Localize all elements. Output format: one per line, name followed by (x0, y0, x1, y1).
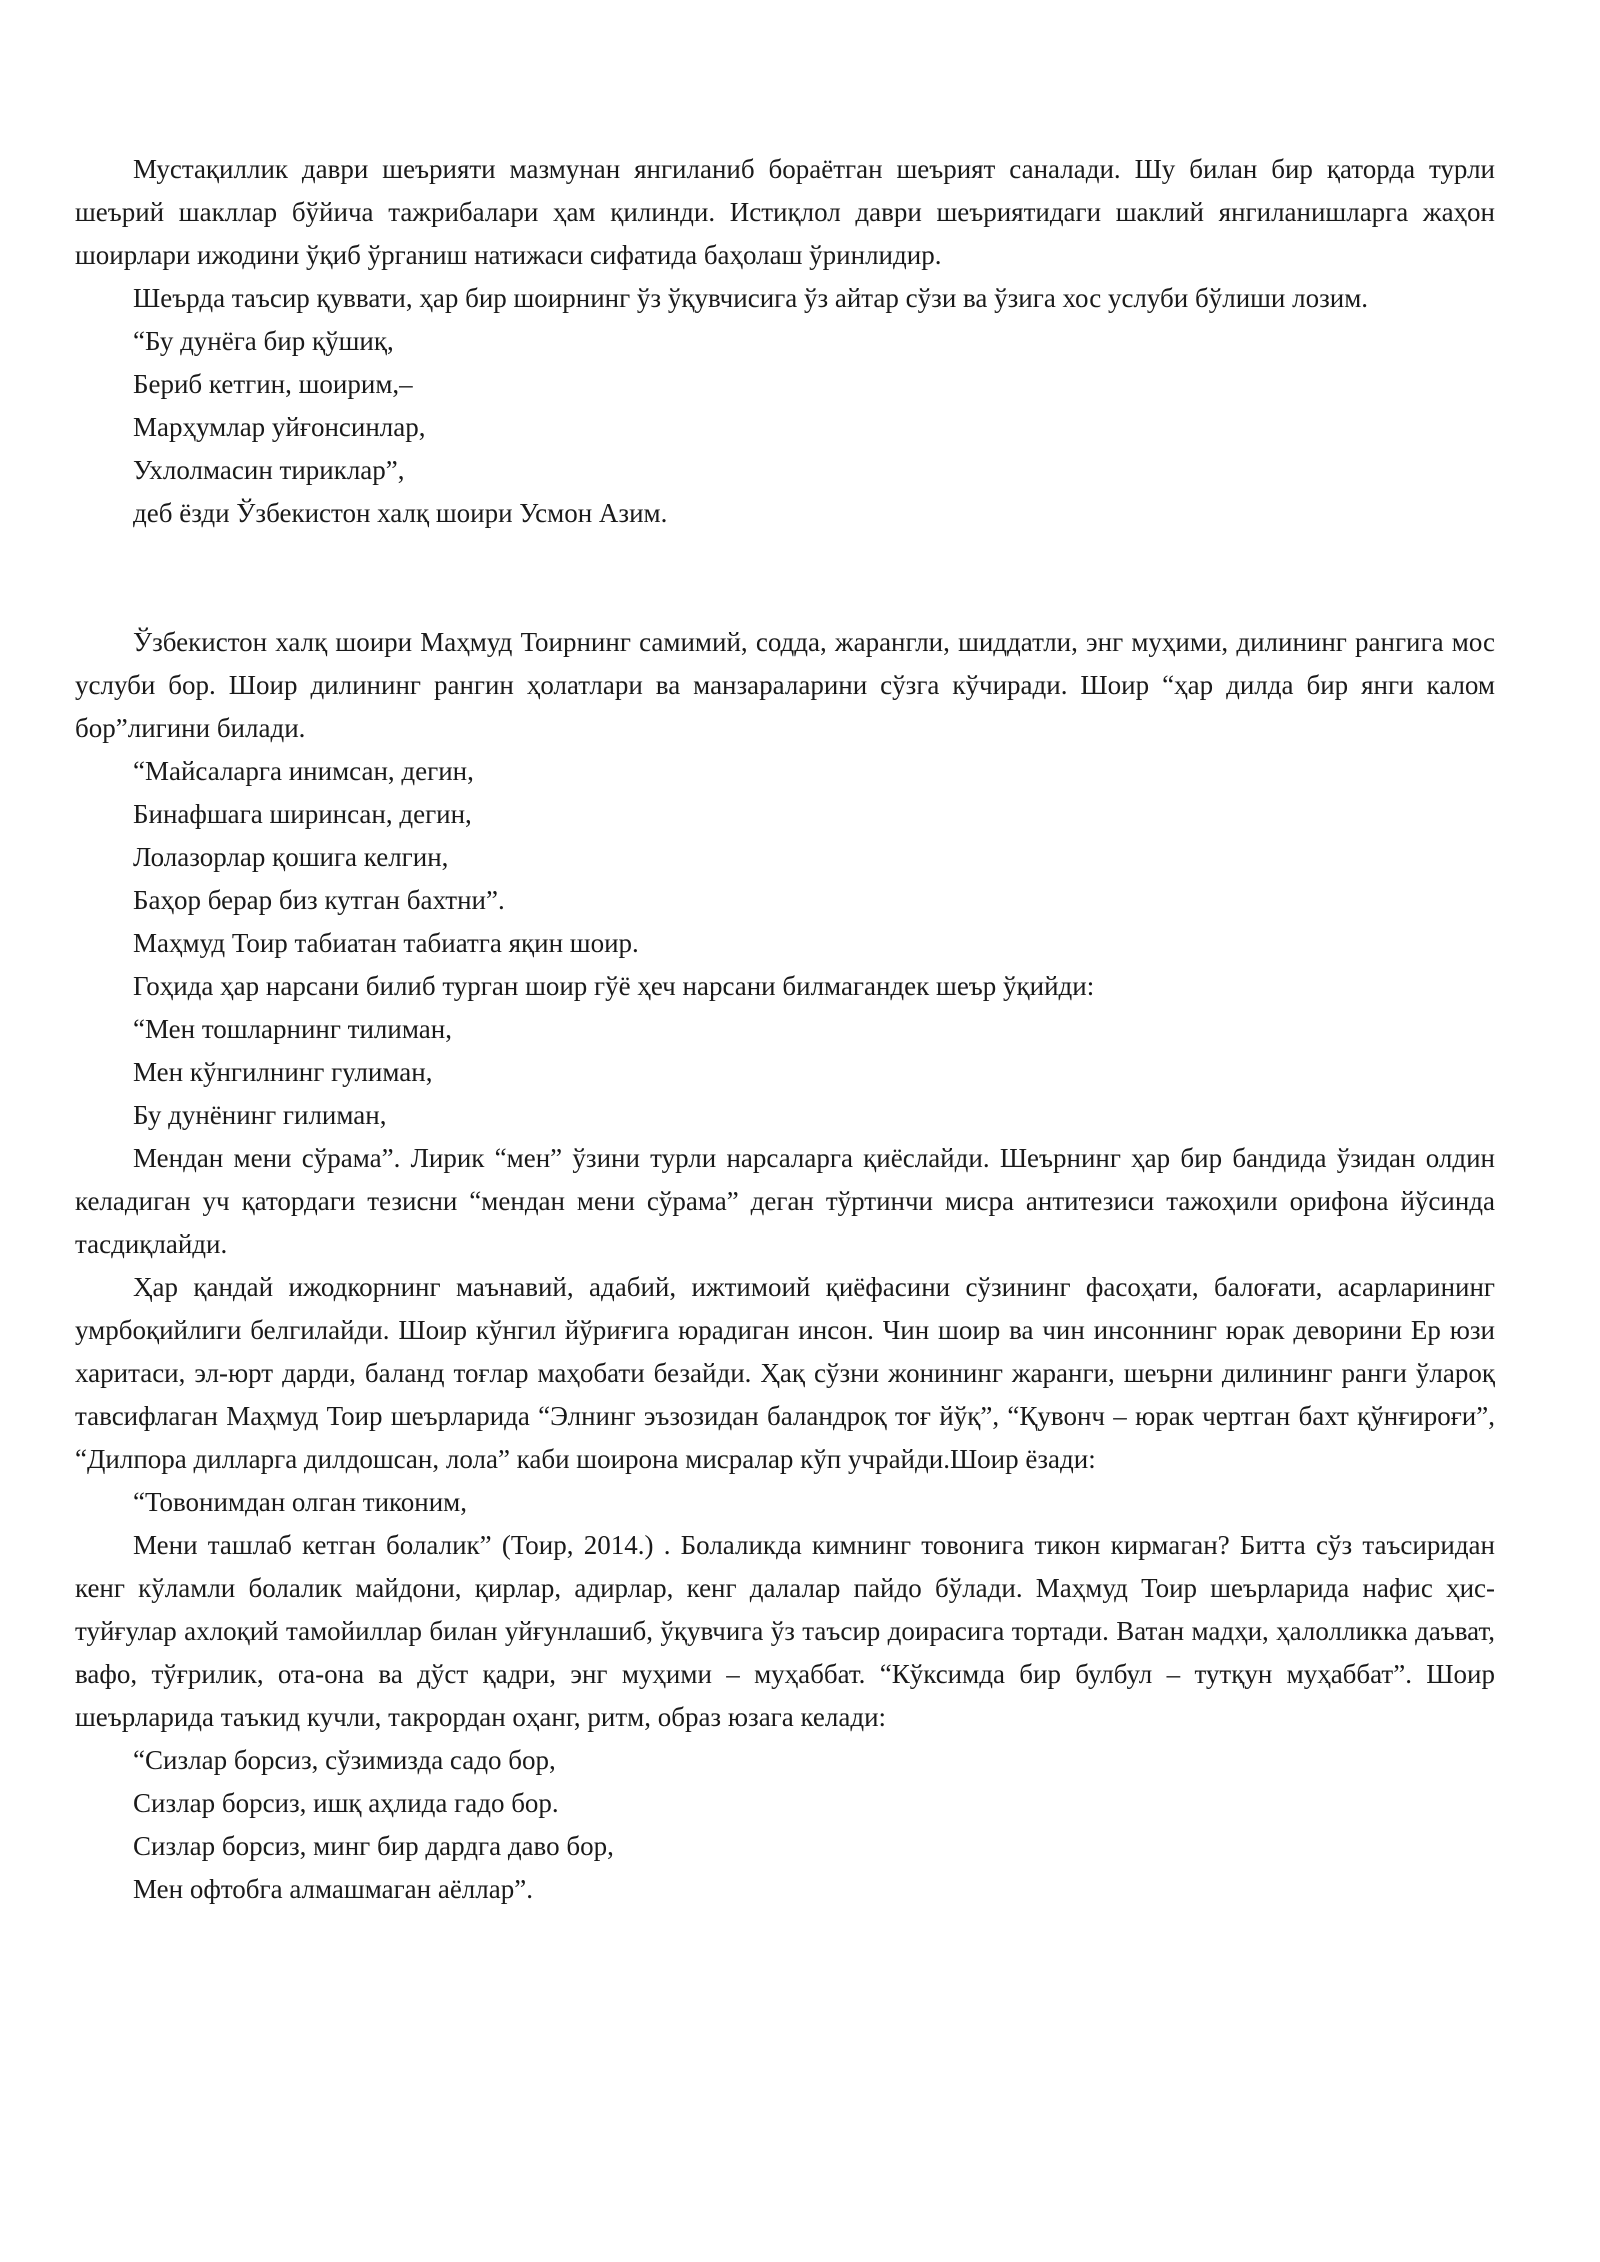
verse-line: Мен кўнгилнинг гулиман, (133, 1057, 433, 1087)
verse-line: “Мен тошларнинг тилиман, (133, 1014, 452, 1044)
section-gap (75, 535, 1495, 621)
verse-line: Гоҳида ҳар нарсани билиб турган шоир гўё ҳеч нарсани билмагандек шеър ўқийди: (133, 971, 1095, 1001)
paragraph: Ҳар қандай ижодкорнинг маънавий, адабий, ижтимоий қиёфасини сўзининг фасоҳати, балоғати, асарларининг умрбоқийлиги белгилайди. Шоир кўнгил йўриғига юрадиган инсон. Чин шоир ва чин инсоннинг юрак деворини Ер юзи харитаси, эл-юрт дарди, баланд тоғлар маҳобати безайди. Ҳақ сўзни жонининг жаранги, шеърни дилининг ранги ўлароқ тавсифлаган Маҳмуд Тоир шеърларида “Элнинг эъзозидан баландроқ тоғ йўқ”, “Қувонч – юрак чертган бахт қўнғироғи”, “Дилпора дилларга дилдошсан, лола” каби шоирона мисралар кўп учрайди.Шоир ёзади: (75, 1272, 1495, 1474)
verse-line: Сизлар борсиз, ишқ аҳлида гадо бор. (133, 1788, 559, 1818)
verse-line: Бинафшага ширинсан, дегин, (133, 799, 472, 829)
verse-line: Бериб кетгин, шоирим,– (133, 369, 413, 399)
verse-line: Мен офтобга алмашмаган аёллар”. (133, 1874, 533, 1904)
verse-line: Бу дунёнинг гилиман, (133, 1100, 387, 1130)
verse-line: “Товонимдан олган тиконим, (133, 1487, 468, 1517)
verse-line: “Майсаларга инимсан, дегин, (133, 756, 474, 786)
verse-line: Маҳмуд Тоир табиатан табиатга яқин шоир. (133, 928, 639, 958)
paragraph: Мени ташлаб кетган болалик” (Тоир, 2014.) . Болаликда кимнинг товонига тикон кирмаган? Битта сўз таъсиридан кенг кўламли болалик майдони, қирлар, адирлар, кенг далалар пайдо бўлади. Маҳмуд Тоир шеърларида нафис ҳис-туйғулар ахлоқий тамойиллар билан уйғунлашиб, ўқувчига ўз таъсир доирасига тортади. Ватан мадҳи, ҳалолликка даъват, вафо, тўғрилик, ота-она ва дўст қадри, энг муҳими – муҳаббат. “Кўксимда бир булбул – тутқун муҳаббат”. Шоир шеърларида таъкид кучли, такрордан оҳанг, ритм, образ юзага келади: (75, 1530, 1495, 1732)
verse-line: Лолазорлар қошига келгин, (133, 842, 449, 872)
verse-line: “Сизлар борсиз, сўзимизда садо бор, (133, 1745, 556, 1775)
document-body (75, 148, 1495, 1911)
verse-line: Марҳумлар уйғонсинлар, (133, 412, 426, 442)
verse-line: Баҳор берар биз кутган бахтни”. (133, 885, 505, 915)
verse-line: Сизлар борсиз, минг бир дардга даво бор, (133, 1831, 614, 1861)
verse-line: “Бу дунёга бир қўшиқ, (133, 326, 394, 356)
paragraph: Мустақиллик даври шеърияти мазмунан янгиланиб бораётган шеърият саналади. Шу билан бир қаторда турли шеърий шакллар бўйича тажрибалари ҳам қилинди. Истиқлол даври шеъриятидаги шаклий янгиланишларга жаҳон шоирлари ижодини ўқиб ўрганиш натижаси сифатида баҳолаш ўринлидир. (75, 154, 1495, 270)
paragraph: Ўзбекистон халқ шоири Маҳмуд Тоирнинг самимий, содда, жарангли, шиддатли, энг муҳими, дилининг рангига мос услуби бор. Шоир дилининг рангин ҳолатлари ва манзараларини сўзга кўчиради. Шоир “ҳар дилда бир янги калом бор”лигини билади. (75, 627, 1495, 743)
paragraph: Шеърда таъсир қуввати, ҳар бир шоирнинг ўз ўқувчисига ўз айтар сўзи ва ўзига хос услуби бўлиши лозим. (133, 283, 1369, 313)
verse-line: деб ёзди Ўзбекистон халқ шоири Усмон Азим. (133, 498, 668, 528)
paragraph: Мендан мени сўрама”. Лирик “мен” ўзини турли нарсаларга қиёслайди. Шеърнинг ҳар бир бандида ўзидан олдин келадиган уч қатордаги тезисни “мендан мени сўрама” деган тўртинчи мисра антитезиси тажоҳили орифона йўсинда тасдиқлайди. (75, 1143, 1495, 1259)
verse-line: Ухлолмасин тириклар”, (133, 455, 405, 485)
